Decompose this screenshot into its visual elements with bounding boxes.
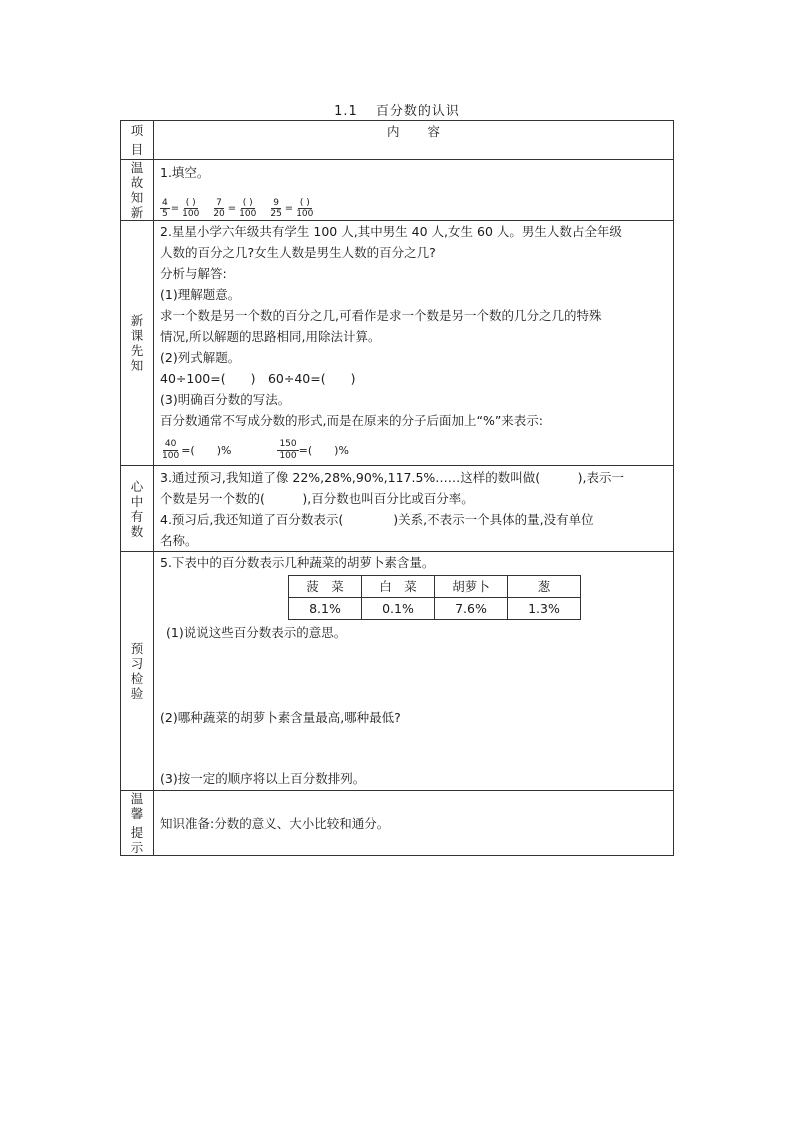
pf2-rest[interactable]: =( )% <box>298 443 349 457</box>
fraction-1: $\frac{4}{5}$ = ( ) 100 <box>162 198 200 219</box>
cell-heart <box>154 466 674 552</box>
veg-values-row <box>289 598 581 620</box>
header-content-a: 内 <box>386 124 400 139</box>
veg-name-cabbage: 白 菜 <box>362 576 435 598</box>
step2-calc[interactable]: 40÷100=( ) 60÷40=( ) <box>160 371 356 386</box>
veg-value-carrot: 7.6% <box>435 598 508 620</box>
q3-line2[interactable]: 个数是另一个数的( ),百分数也叫百分比或百分率。 <box>160 491 474 506</box>
row-check <box>121 552 674 791</box>
q4-line2: 名称。 <box>160 533 198 548</box>
q1-text: 1.填空。 <box>160 165 210 180</box>
veg-value-scallion: 1.3% <box>508 598 581 620</box>
study-table <box>120 120 674 856</box>
frac1-num: 4 <box>162 198 168 208</box>
analysis-text: 分析与解答: <box>160 266 227 281</box>
frac3-den2: 100 <box>296 209 314 219</box>
part1-text: (1)说说这些百分数表示的意思。 <box>166 625 347 640</box>
step3-text: 百分数通常不写成分数的形式,而是在原来的分子后面加上“%”来表示: <box>160 413 544 428</box>
veg-value-spinach: 8.1% <box>289 598 362 620</box>
row-new <box>121 221 674 466</box>
veg-name-scallion: 葱 <box>508 576 581 598</box>
label-tip <box>121 791 154 856</box>
part2-text: (2)哪种蔬菜的胡萝卜素含量最高,哪种最低? <box>160 710 401 725</box>
answer-space-1[interactable] <box>160 643 667 707</box>
pf2-den: 100 <box>279 450 297 461</box>
step2-title: (2)列式解题。 <box>160 350 241 365</box>
percent-fraction-row <box>160 435 667 465</box>
label-tip-a: 温馨 <box>130 791 144 821</box>
step3-title: (3)明确百分数的写法。 <box>160 392 291 407</box>
label-check <box>121 552 154 791</box>
header-content <box>154 121 674 160</box>
frac1-den: 5 <box>162 209 168 219</box>
label-check-text: 预习检验 <box>130 641 144 701</box>
label-new <box>121 221 154 466</box>
frac2-num: 7 <box>216 198 222 208</box>
veg-names-row <box>289 576 581 598</box>
cell-new <box>154 221 674 466</box>
frac3-blank[interactable]: ( ) <box>299 198 310 208</box>
q3-line1[interactable]: 3.通过预习,我知道了像 22%,28%,90%,117.5%……这样的数叫做( ),表示一 <box>160 470 625 485</box>
q2-line1: 2.星星小学六年级共有学生 100 人,其中男生 40 人,女生 60 人。男生人数占全年级 <box>160 224 622 239</box>
frac1-blank[interactable]: ( ) <box>185 198 196 208</box>
cell-tip <box>154 791 674 856</box>
tip-text: 知识准备:分数的意义、大小比较和通分。 <box>160 815 390 831</box>
frac3-num: 9 <box>273 198 279 208</box>
q4-line1[interactable]: 4.预习后,我还知道了百分数表示( )关系,不表示一个具体的量,没有单位 <box>160 512 594 527</box>
vegetable-table <box>288 575 581 620</box>
section-number: 1.1 <box>334 104 358 119</box>
fraction-2: $\frac{7}{20}$ = ( ) 100 <box>213 198 257 219</box>
label-heart <box>121 466 154 552</box>
answer-space-2[interactable] <box>160 728 667 768</box>
fraction-row <box>160 185 667 219</box>
label-new-text: 新课先知 <box>130 313 144 373</box>
label-tip-b: 提示 <box>130 825 144 855</box>
row-heart <box>121 466 674 552</box>
label-review-text: 温故知新 <box>130 160 144 220</box>
step1-line1: 求一个数是另一个数的百分之几,可看作是求一个数是另一个数的几分之几的特殊 <box>160 308 602 323</box>
veg-name-spinach: 菠 菜 <box>289 576 362 598</box>
veg-name-carrot: 胡萝卜 <box>435 576 508 598</box>
pf1-den: 100 <box>162 450 180 461</box>
frac2-den: 20 <box>213 209 225 219</box>
label-review <box>121 160 154 221</box>
pf1-rest[interactable]: =( )% <box>181 443 232 457</box>
row-tip <box>121 791 674 856</box>
q5-text: 5.下表中的百分数表示几种蔬菜的胡萝卜素含量。 <box>160 555 435 570</box>
header-content-b: 容 <box>427 124 441 139</box>
frac1-den2: 100 <box>182 209 200 219</box>
step1-line2: 情况,所以解题的思路相同,用除法计算。 <box>160 329 381 344</box>
step1-title: (1)理解题意。 <box>160 287 241 302</box>
pf1-num: 40 <box>164 438 177 449</box>
q2-line2: 人数的百分之几?女生人数是男生人数的百分之几? <box>160 245 436 260</box>
label-heart-text: 心中有数 <box>130 478 144 539</box>
header-item: 项目 <box>121 121 154 160</box>
page-title <box>0 100 794 119</box>
cell-check <box>154 552 674 791</box>
row-review <box>121 160 674 221</box>
pf2-num: 150 <box>279 438 297 449</box>
frac2-blank[interactable]: ( ) <box>242 198 253 208</box>
fraction-3: $\frac{9}{25}$ = ( ) 100 <box>270 198 314 219</box>
part3-text: (3)按一定的顺序将以上百分数排列。 <box>160 771 366 786</box>
header-row <box>121 121 674 160</box>
frac2-den2: 100 <box>239 209 257 219</box>
cell-review <box>154 160 674 221</box>
title-text: 百分数的认识 <box>375 104 460 119</box>
veg-value-cabbage: 0.1% <box>362 598 435 620</box>
frac3-den: 25 <box>270 209 282 219</box>
